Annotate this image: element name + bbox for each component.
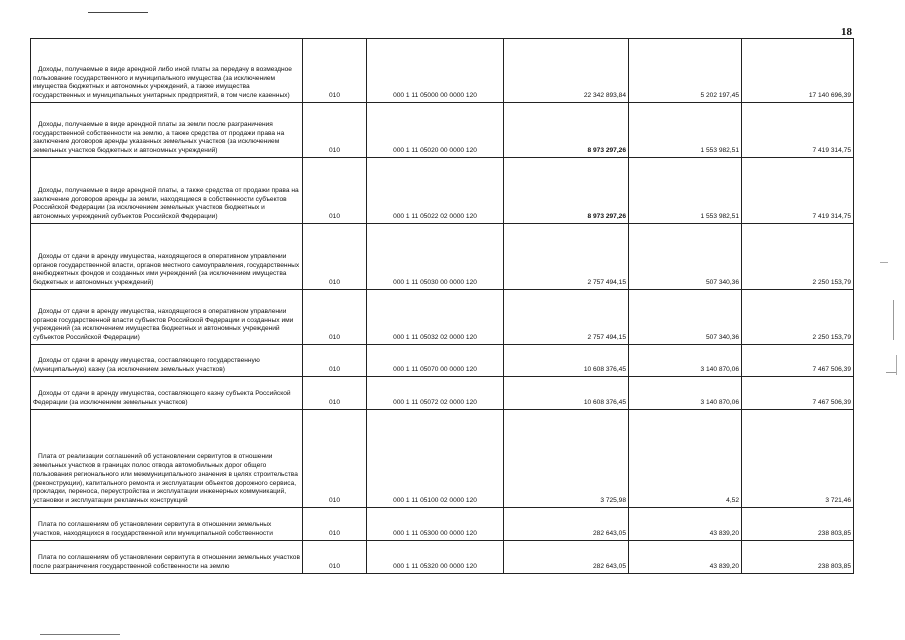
table-row [31,345,854,377]
row-budget-code: 000 1 11 05070 00 0000 120 [367,345,504,377]
row-unexecuted: 17 140 696,39 [742,39,854,103]
scan-mark [880,262,888,263]
row-executed: 4,52 [629,410,742,508]
row-approved: 22 342 893,84 [504,39,629,103]
row-line-code: 010 [303,103,367,158]
table-row [31,377,854,410]
row-line-code: 010 [303,158,367,224]
row-budget-code: 000 1 11 05022 02 0000 120 [367,158,504,224]
row-approved: 10 608 376,45 [504,345,629,377]
table-row [31,541,854,574]
row-executed: 43 839,20 [629,541,742,574]
table-row [31,224,854,290]
row-unexecuted: 3 721,46 [742,410,854,508]
scan-mark [893,300,894,340]
row-unexecuted: 7 419 314,75 [742,158,854,224]
row-name: Доходы, получаемые в виде арендной либо иной платы за передачу в возмездное пользование государственного и муниципального имущества (за исключением имущества бюджетных и автономных учреждений, а также имущества государственных и муниципальных унитарных предприятий, в том числе казенных) [31,39,303,103]
row-line-code: 010 [303,39,367,103]
row-line-code: 010 [303,410,367,508]
row-budget-code: 000 1 11 05300 00 0000 120 [367,508,504,541]
row-name: Плата от реализации соглашений об установлении сервитутов в отношении земельных участков в границах полос отвода автомобильных дорог общего пользования регионального или межмуниципального значения в целях строительства (реконструкции), капитального ремонта и эксплуатации объектов дорожного сервиса, прокладки, переноса, переустройства и эксплуатации инженерных коммуникаций, установки и эксплуатации рекламных конструкций [31,410,303,508]
row-line-code: 010 [303,345,367,377]
row-name: Доходы от сдачи в аренду имущества, составляющего казну субъекта Российской Федерации (за исключением земельных участков) [31,377,303,410]
row-executed: 43 839,20 [629,508,742,541]
table-row [31,410,854,508]
row-name: Плата по соглашениям об установлении сервитута в отношении земельных участков после разграничения государственной собственности на землю [31,541,303,574]
row-approved: 282 643,05 [504,541,629,574]
row-budget-code: 000 1 11 05320 00 0000 120 [367,541,504,574]
row-executed: 507 340,36 [629,290,742,345]
row-approved: 2 757 494,15 [504,290,629,345]
row-name: Доходы от сдачи в аренду имущества, находящегося в оперативном управлении органов государственной власти субъектов Российской Федерации и созданных ими учреждений (за исключением имущества бюджетных и автономных учреждений субъектов Российской Федерации) [31,290,303,345]
row-executed: 1 553 982,51 [629,103,742,158]
row-unexecuted: 2 250 153,79 [742,290,854,345]
row-executed: 507 340,36 [629,224,742,290]
row-unexecuted: 2 250 153,79 [742,224,854,290]
scan-mark [886,372,896,373]
top-rule [88,12,148,13]
row-executed: 3 140 870,06 [629,345,742,377]
bottom-rule [40,634,120,635]
page-number: 18 [841,26,852,38]
row-approved: 2 757 494,15 [504,224,629,290]
row-line-code: 010 [303,541,367,574]
row-name: Плата по соглашениям об установлении сервитута в отношении земельных участков, находящихся в государственной или муниципальной собственности [31,508,303,541]
row-approved: 8 973 297,26 [504,158,629,224]
table-row [31,103,854,158]
row-budget-code: 000 1 11 05000 00 0000 120 [367,39,504,103]
revenue-table [30,38,854,574]
row-approved: 8 973 297,26 [504,103,629,158]
row-approved: 3 725,98 [504,410,629,508]
row-line-code: 010 [303,508,367,541]
row-name: Доходы от сдачи в аренду имущества, находящегося в оперативном управлении органов государственной власти, органов местного самоуправления, государственных внебюджетных фондов и созданных ими учреждений (за исключением имущества бюджетных и автономных учреждений) [31,224,303,290]
row-executed: 1 553 982,51 [629,158,742,224]
row-unexecuted: 7 467 506,39 [742,377,854,410]
scan-mark [896,355,897,375]
row-unexecuted: 7 467 506,39 [742,345,854,377]
row-name: Доходы от сдачи в аренду имущества, составляющего государственную (муниципальную) казну (за исключением земельных участков) [31,345,303,377]
row-budget-code: 000 1 11 05032 02 0000 120 [367,290,504,345]
row-budget-code: 000 1 11 05030 00 0000 120 [367,224,504,290]
row-line-code: 010 [303,377,367,410]
row-budget-code: 000 1 11 05072 02 0000 120 [367,377,504,410]
row-unexecuted: 7 419 314,75 [742,103,854,158]
row-unexecuted: 238 803,85 [742,508,854,541]
row-name: Доходы, получаемые в виде арендной платы, а также средства от продажи права на заключение договоров аренды за земли, находящиеся в собственности субъектов Российской Федерации (за исключением земельных участков бюджетных и автономных учреждений субъектов Российской Федерации) [31,158,303,224]
row-executed: 3 140 870,06 [629,377,742,410]
row-name: Доходы, получаемые в виде арендной платы за земли после разграничения государственной собственности на землю, а также средства от продажи права на заключение договоров аренды указанных земельных участков (за исключением земельных участков бюджетных и автономных учреждений) [31,103,303,158]
row-approved: 10 608 376,45 [504,377,629,410]
row-budget-code: 000 1 11 05020 00 0000 120 [367,103,504,158]
table-row [31,290,854,345]
row-unexecuted: 238 803,85 [742,541,854,574]
row-executed: 5 202 197,45 [629,39,742,103]
row-line-code: 010 [303,290,367,345]
table-row [31,39,854,103]
row-budget-code: 000 1 11 05100 02 0000 120 [367,410,504,508]
table-row [31,158,854,224]
table-row [31,508,854,541]
row-line-code: 010 [303,224,367,290]
row-approved: 282 643,05 [504,508,629,541]
